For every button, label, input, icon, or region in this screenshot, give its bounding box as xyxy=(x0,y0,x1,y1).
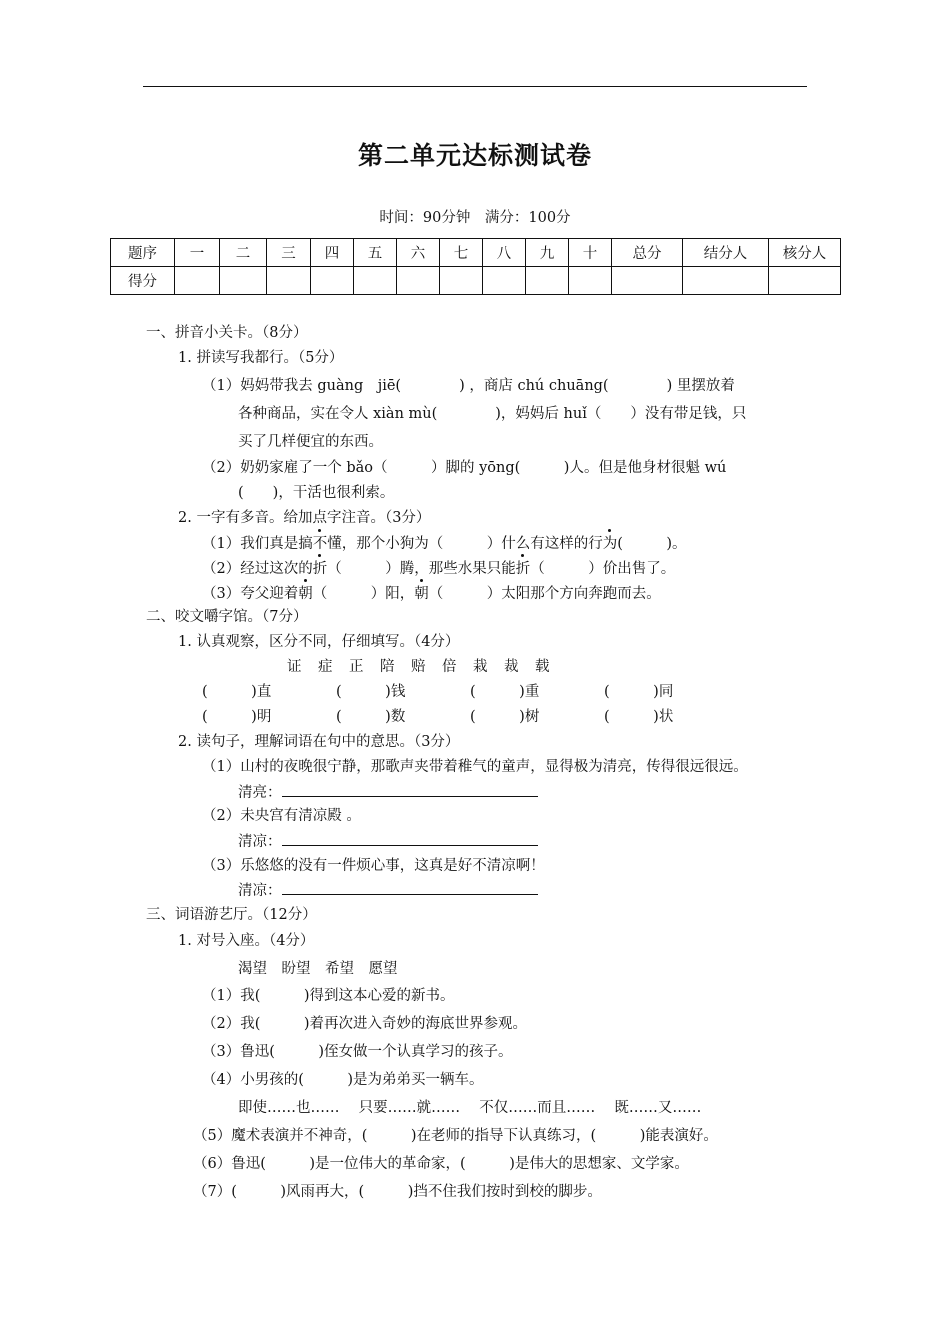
table-cell: 四 xyxy=(311,239,354,267)
question-line: （4）小男孩的( )是为弟弟买一辆车。 xyxy=(202,1072,484,1088)
question-line xyxy=(202,559,675,579)
fill-item: ( )钱 xyxy=(336,684,406,700)
question-heading: 1. 对号入座。（4分） xyxy=(178,933,315,949)
page-title: 第二单元达标测试卷 xyxy=(357,141,592,170)
score-cell[interactable] xyxy=(267,267,311,295)
section-heading: 一、拼音小关卡。（8分） xyxy=(146,325,308,341)
answer-blank[interactable] xyxy=(282,831,538,846)
score-table xyxy=(110,238,841,295)
score-cell[interactable] xyxy=(175,267,220,295)
text: 懂，那个小狗为（ ）什么有这样的行 xyxy=(327,536,603,552)
table-cell: 七 xyxy=(440,239,483,267)
question-line: （1）我( )得到这本心爱的新书。 xyxy=(202,988,455,1004)
section-heading: 二、咬文嚼字馆。（7分） xyxy=(146,609,308,625)
dotted-char: 折 xyxy=(515,561,531,577)
table-cell: 三 xyxy=(267,239,311,267)
table-cell: 题序 xyxy=(111,239,175,267)
question-heading: 1. 拼读写我都行。（5分） xyxy=(178,350,344,366)
question-heading: 2. 一字有多音。给加点字注音。（3分） xyxy=(178,510,431,526)
question-line: ( )，干活也很利索。 xyxy=(238,485,395,501)
question-line: （6）鲁迅( )是一位伟大的革命家，( )是伟大的思想家、文学家。 xyxy=(193,1156,689,1172)
text: （2）经过这次的 xyxy=(202,561,313,577)
question-line xyxy=(202,534,687,554)
question-line xyxy=(202,584,661,604)
text: （ ）阳， xyxy=(312,586,415,602)
score-cell[interactable] xyxy=(612,267,683,295)
score-cell[interactable] xyxy=(311,267,354,295)
table-cell: 一 xyxy=(175,239,220,267)
fill-item: ( )重 xyxy=(470,684,540,700)
answer-label: 清凉： xyxy=(238,883,282,899)
sentence: （3）乐悠悠的没有一件烦心事，这真是好不清凉啊！ xyxy=(202,858,545,874)
header-rule xyxy=(143,86,807,87)
score-cell[interactable] xyxy=(769,267,841,295)
table-cell: 得分 xyxy=(111,267,175,295)
text: （ ）腾，那些水果只能 xyxy=(327,561,516,577)
table-cell: 八 xyxy=(483,239,526,267)
section-heading: 三、词语游艺厅。（12分） xyxy=(146,907,317,923)
question-line: 各种商品，实在令人 xiàn mù( )，妈妈后 huǐ（ ）没有带足钱，只 xyxy=(238,406,747,422)
fill-item: ( )数 xyxy=(336,709,406,725)
sentence: （1）山村的夜晚很宁静，那歌声夹带着稚气的童声，显得极为清亮，传得很远很远。 xyxy=(202,759,748,775)
sentence: （2）未央宫有清凉殿 。 xyxy=(202,808,361,824)
conjunction-bank: 即使……也…… 只要……就…… 不仅……而且…… 既……又…… xyxy=(238,1100,702,1116)
question-heading: 2. 读句子，理解词语在句中的意思。（3分） xyxy=(178,734,460,750)
question-line: （5）魔术表演并不神奇，( )在老师的指导下认真练习，( )能表演好。 xyxy=(193,1128,718,1144)
table-cell: 九 xyxy=(526,239,569,267)
score-cell[interactable] xyxy=(440,267,483,295)
table-cell: 结分人 xyxy=(683,239,769,267)
table-cell: 六 xyxy=(397,239,440,267)
score-cell[interactable] xyxy=(683,267,769,295)
dotted-char: 折 xyxy=(312,561,328,577)
answer-line xyxy=(238,880,538,901)
text: （ ）价出售了。 xyxy=(530,561,676,577)
score-cell[interactable] xyxy=(526,267,569,295)
table-cell: 二 xyxy=(220,239,267,267)
text: （ ）太阳那个方向奔跑而去。 xyxy=(428,586,661,602)
score-cell[interactable] xyxy=(220,267,267,295)
fill-item: ( )明 xyxy=(202,709,272,725)
text: ( )。 xyxy=(617,536,687,552)
question-line: （1）妈妈带我去 guàng jiē( ) ，商店 chú chuāng( ) 里摆放着 xyxy=(202,378,735,394)
table-cell: 五 xyxy=(354,239,397,267)
table-cell: 总分 xyxy=(612,239,683,267)
score-table-header-row xyxy=(111,239,841,267)
dotted-char: 为 xyxy=(602,536,618,552)
fill-item: ( )直 xyxy=(202,684,272,700)
fill-item: ( )状 xyxy=(604,709,674,725)
dotted-char: 朝 xyxy=(414,586,429,602)
score-cell[interactable] xyxy=(397,267,440,295)
dotted-char: 不 xyxy=(312,536,328,552)
table-cell: 十 xyxy=(569,239,612,267)
char-bank: 证 症 正 陪 赔 倍 栽 裁 载 xyxy=(287,659,551,675)
score-cell[interactable] xyxy=(483,267,526,295)
question-heading: 1. 认真观察，区分不同，仔细填写。（4分） xyxy=(178,634,460,650)
question-line: （3）鲁迅( )侄女做一个认真学习的孩子。 xyxy=(202,1044,513,1060)
text: （1）我们真是搞 xyxy=(202,536,313,552)
score-cell[interactable] xyxy=(354,267,397,295)
answer-line xyxy=(238,831,538,852)
exam-info: 时间：90分钟 满分：100分 xyxy=(379,210,571,226)
score-cell[interactable] xyxy=(569,267,612,295)
question-line: （7）( )风雨再大，( )挡不住我们按时到校的脚步。 xyxy=(193,1184,602,1200)
dotted-char: 朝 xyxy=(298,586,313,602)
fill-item: ( )树 xyxy=(470,709,540,725)
score-table-score-row xyxy=(111,267,841,295)
question-line: 买了几样便宜的东西。 xyxy=(238,434,383,450)
question-line: （2）奶奶家雇了一个 bǎo（ ）脚的 yōng( )人。但是他身材很魁 wú xyxy=(202,460,727,476)
table-cell: 核分人 xyxy=(769,239,841,267)
answer-line xyxy=(238,782,538,803)
answer-blank[interactable] xyxy=(282,880,538,895)
word-bank: 渴望 盼望 希望 愿望 xyxy=(238,961,398,977)
answer-label: 清亮： xyxy=(238,785,282,801)
fill-item: ( )同 xyxy=(604,684,674,700)
question-line: （2）我( )着再次进入奇妙的海底世界参观。 xyxy=(202,1016,528,1032)
answer-blank[interactable] xyxy=(282,782,538,797)
text: （3）夸父迎着 xyxy=(202,586,299,602)
answer-label: 清凉： xyxy=(238,834,282,850)
